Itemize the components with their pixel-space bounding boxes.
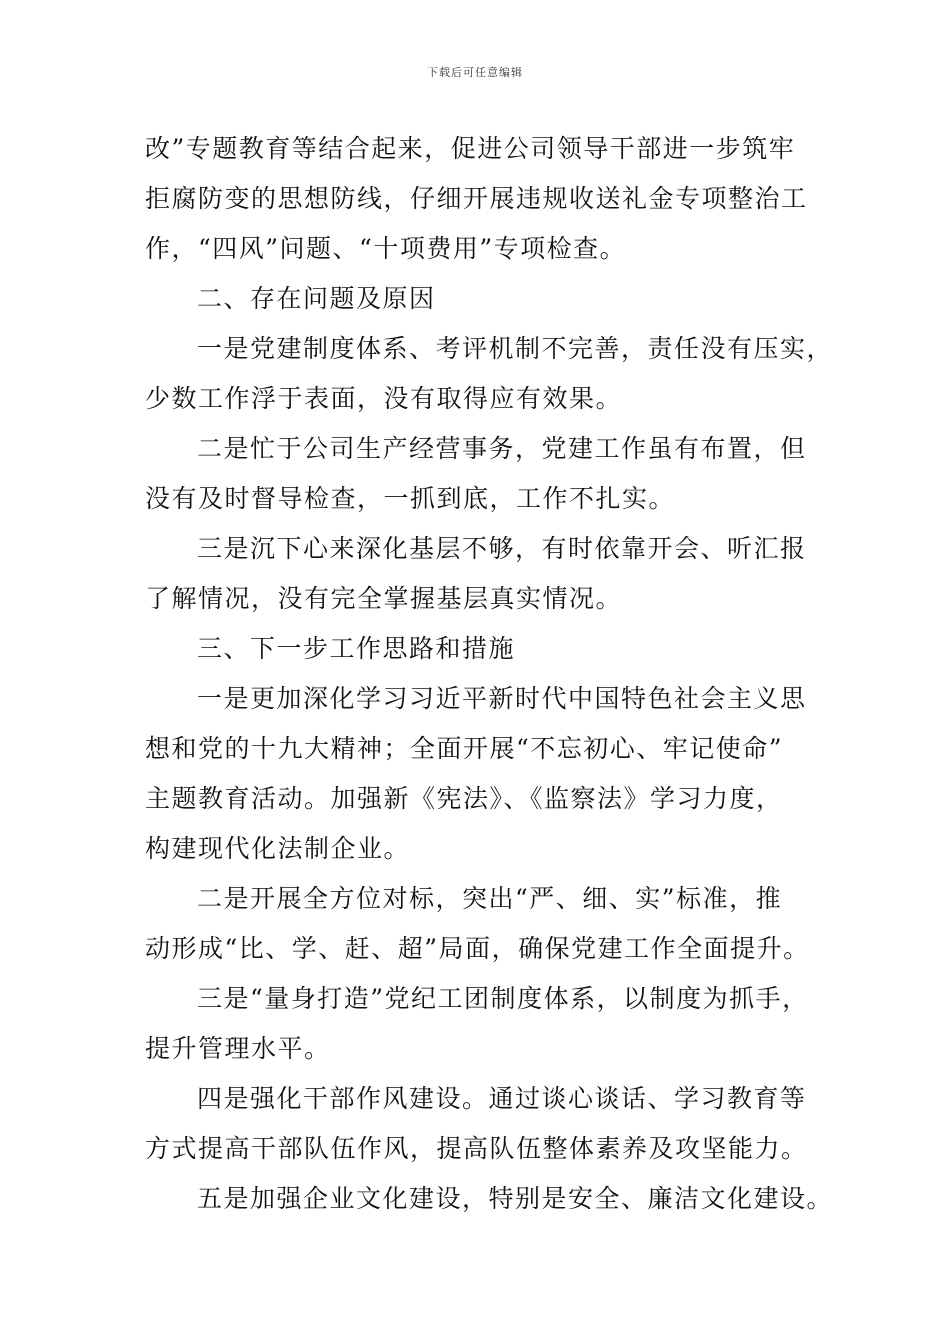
text-line: 一是党建制度体系、考评机制不完善，责任没有压实， — [197, 334, 834, 363]
text-line: 构建现代化法制企业。 — [145, 834, 411, 863]
text-line: 作，“四风”问题、“十项费用”专项检查。 — [145, 234, 627, 263]
text-line: 三是“量身打造”党纪工团制度体系，以制度为抓手， — [197, 984, 809, 1013]
text-line: 想和党的十九大精神；全面开展“不忘初心、牢记使命” — [145, 734, 784, 763]
text-line: 改”专题教育等结合起来，促进公司领导干部进一步筑牢 — [145, 134, 796, 163]
text-line: 五是加强企业文化建设，特别是安全、廉洁文化建设。 — [197, 1184, 834, 1213]
text-line: 拒腐防变的思想防线，仔细开展违规收送礼金专项整治工 — [145, 184, 808, 213]
text-line: 动形成“比、学、赶、超”局面，确保党建工作全面提升。 — [145, 934, 810, 963]
document-body — [145, 124, 835, 1224]
text-line: 没有及时督导检查，一抓到底，工作不扎实。 — [145, 484, 676, 513]
section-heading: 三、下一步工作思路和措施 — [197, 634, 516, 663]
text-line: 四是强化干部作风建设。通过谈心谈话、学习教育等 — [197, 1084, 807, 1113]
page-header: 下载后可任意编辑 — [427, 66, 523, 79]
text-line: 主题教育活动。加强新《宪法》、《监察法》学习力度， — [145, 784, 783, 813]
text-line: 提升管理水平。 — [145, 1034, 331, 1063]
text-line: 二是忙于公司生产经营事务，党建工作虽有布置，但 — [197, 434, 807, 463]
text-line: 方式提高干部队伍作风，提高队伍整体素养及攻坚能力。 — [145, 1134, 808, 1163]
text-line: 一是更加深化学习习近平新时代中国特色社会主义思 — [197, 684, 807, 713]
text-line: 了解情况，没有完全掌握基层真实情况。 — [145, 584, 623, 613]
text-line: 二是开展全方位对标，突出“严、细、实”标准，推 — [197, 884, 783, 913]
section-heading: 二、存在问题及原因 — [197, 284, 436, 313]
text-line: 少数工作浮于表面，没有取得应有效果。 — [145, 384, 623, 413]
text-line: 三是沉下心来深化基层不够，有时依靠开会、听汇报 — [197, 534, 807, 563]
